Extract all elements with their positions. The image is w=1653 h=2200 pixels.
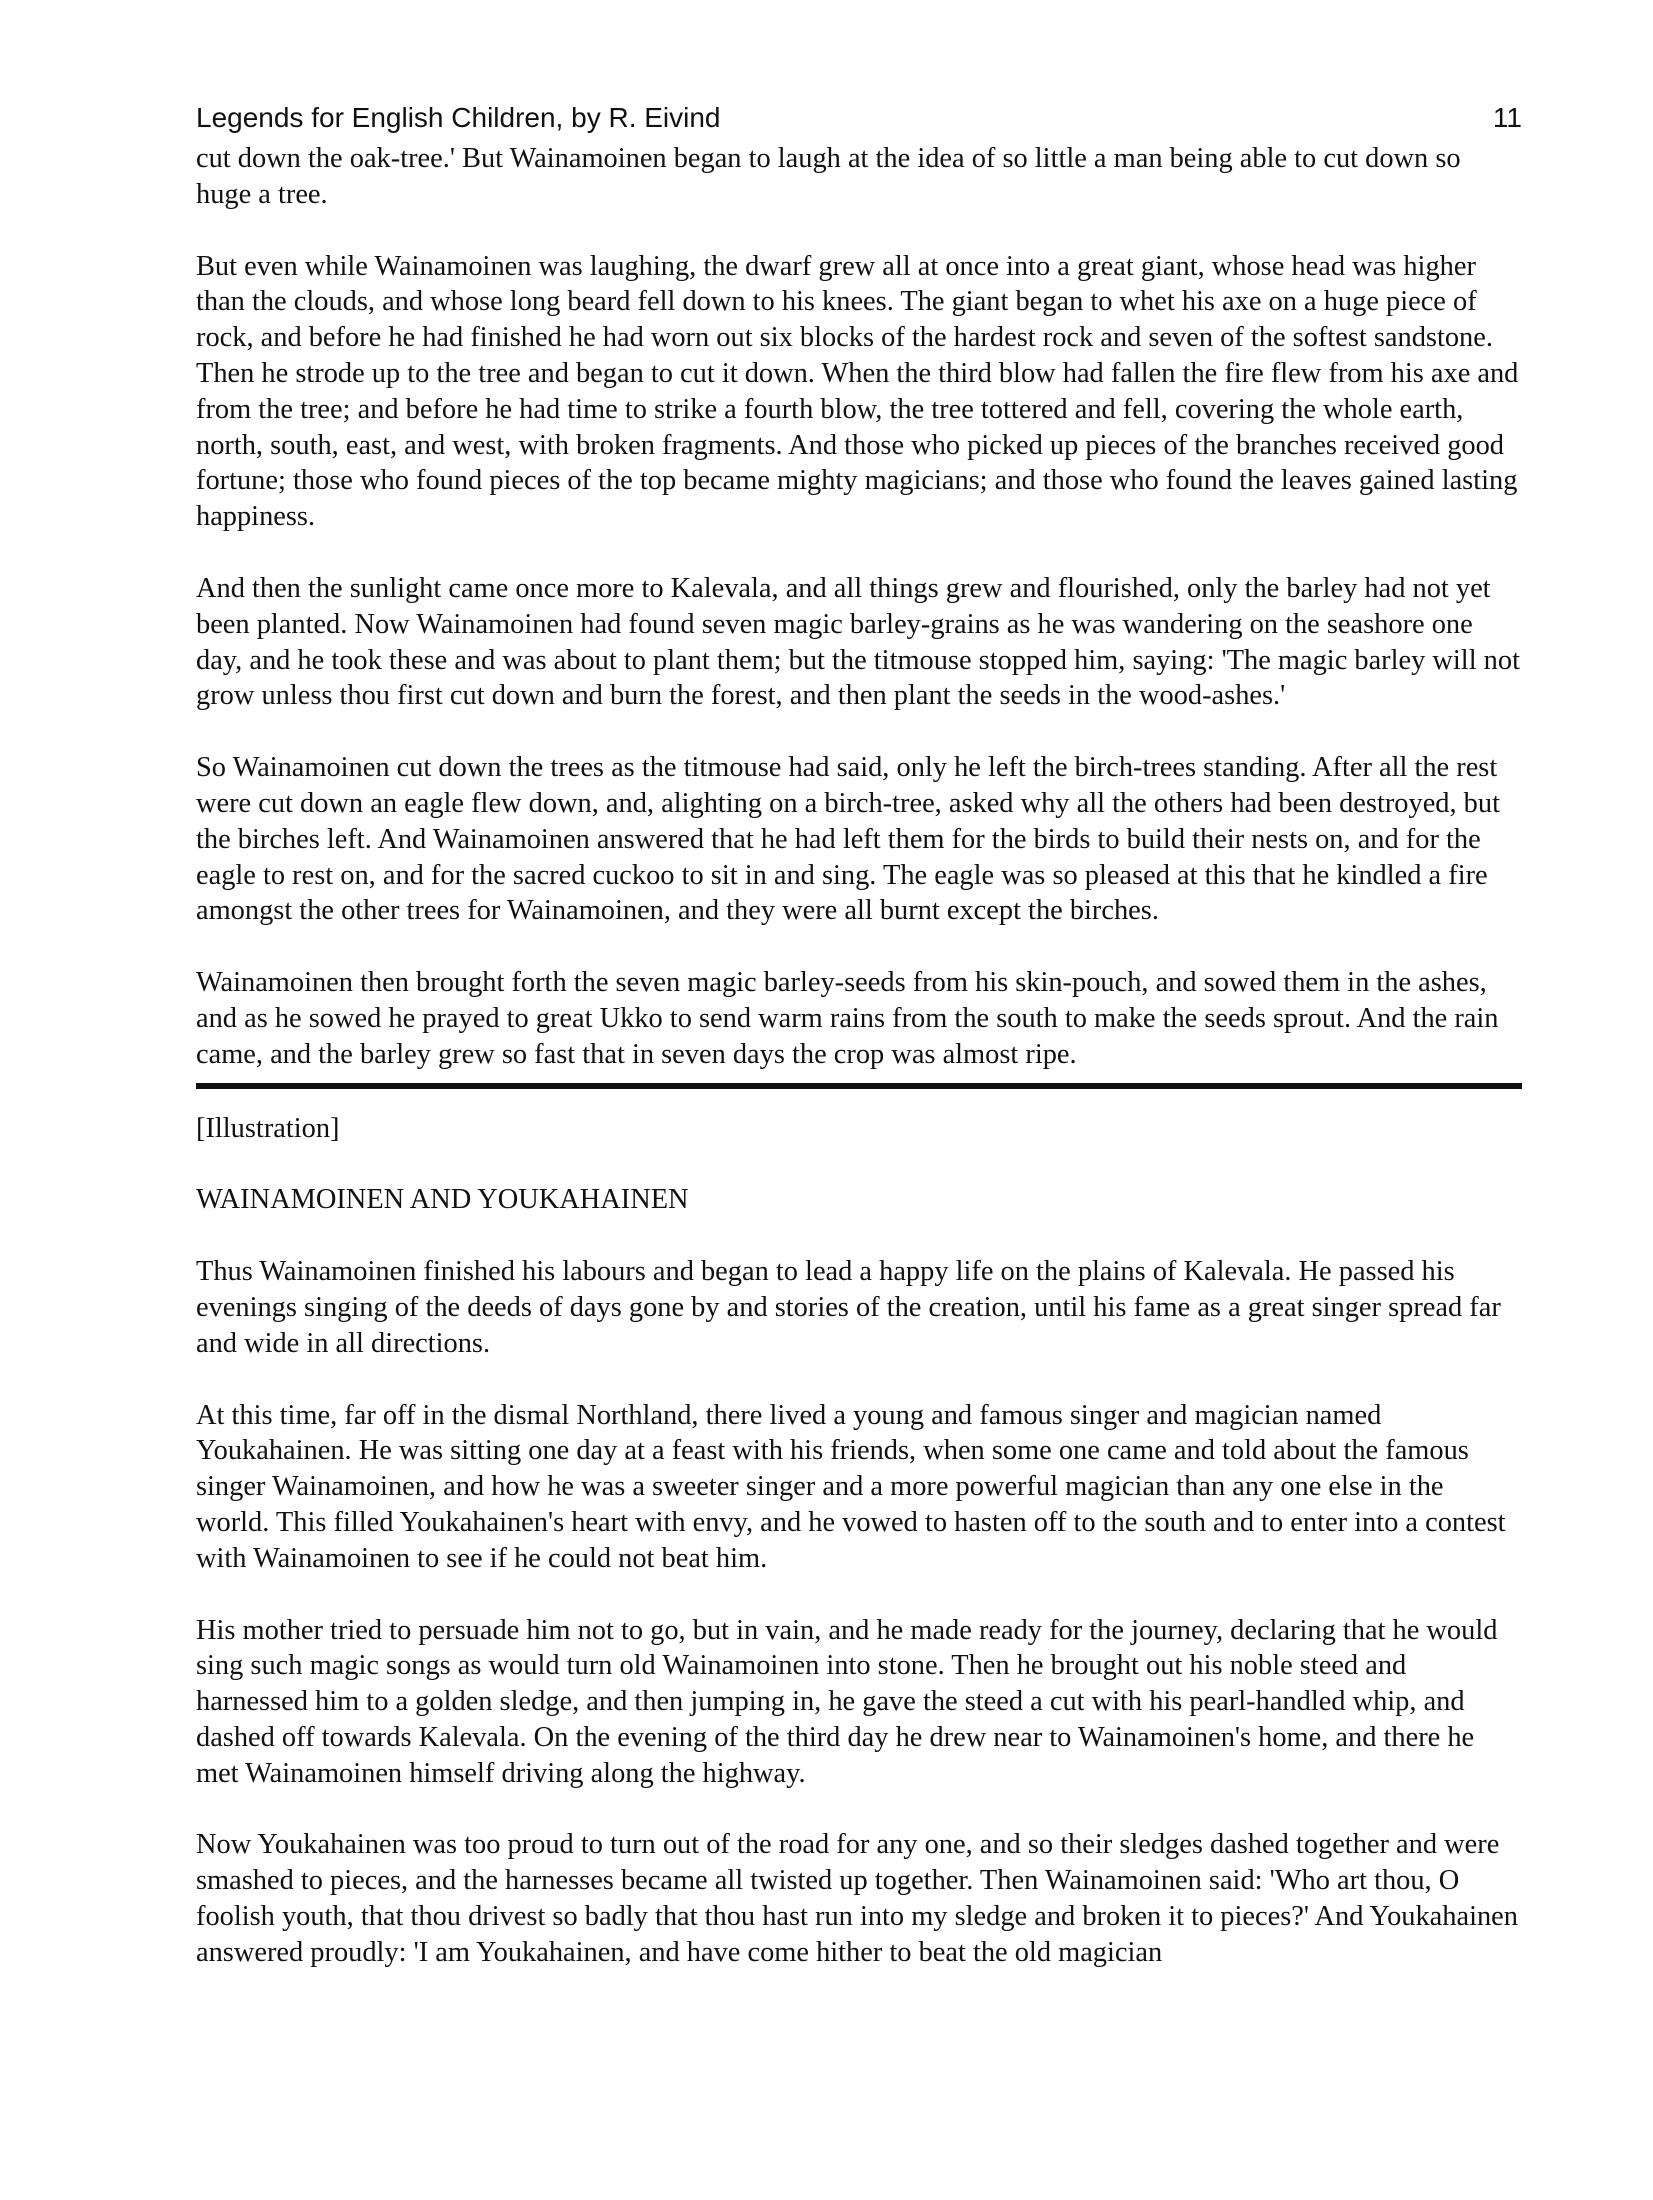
- paragraph: Now Youkahainen was too proud to turn out of the road for any one, and so their sledges dashed together and were smashed to pieces, and the harnesses became all twisted up together. Then Wainamoinen said: 'Who art thou, O foolish youth, that thou drivest so badly that thou hast run into my sledge and broken it to pieces?' And Youkahainen answered proudly: 'I am Youkahainen, and have come hither to beat the old magician: [196, 1829, 1518, 1968]
- page: [196, 98, 1522, 2007]
- paragraph: So Wainamoinen cut down the trees as the titmouse had said, only he left the birch-trees standing. After all the rest were cut down an eagle flew down, and, alighting on a birch-tree, asked why all the others had been destroyed, but the birches left. And Wainamoinen answered that he had left them for the birds to build their nests on, and for the eagle to rest on, and for the sacred cuckoo to sit in and sing. The eagle was so pleased at this that he kindled a fire amongst the other trees for Wainamoinen, and they were all burnt except the birches.: [196, 752, 1500, 927]
- paragraph: Wainamoinen then brought forth the seven magic barley-seeds from his skin-pouch, and sowed them in the ashes, and as he sowed he prayed to great Ukko to send warm rains from the south to make the seeds sprout. And the rain came, and the barley grew so fast that in seven days the crop was almost ripe.: [196, 967, 1499, 1070]
- running-header: [196, 98, 1522, 138]
- paragraph: cut down the oak-tree.' But Wainamoinen began to laugh at the idea of so little a man being able to cut down so huge a tree.: [196, 143, 1461, 210]
- paragraph: But even while Wainamoinen was laughing, the dwarf grew all at once into a great giant, whose head was higher than the clouds, and whose long beard fell down to his knees. The giant began to whet his axe on a huge piece of rock, and before he had finished he had worn out six blocks of the hardest rock and seven of the softest sandstone. Then he strode up to the tree and began to cut it down. When the third blow had fallen the fire flew from his axe and from the tree; and before he had time to strike a fourth blow, the tree tottered and fell, covering the whole earth, north, south, east, and west, with broken fragments. And those who picked up pieces of the branches received good fortune; those who found pieces of the top became mighty magicians; and those who found the leaves gained lasting happiness.: [196, 250, 1519, 533]
- paragraph: At this time, far off in the dismal Northland, there lived a young and famous singer and magician named Youkahainen. He was sitting one day at a feast with his friends, when some one came and told about the famous singer Wainamoinen, and how he was a sweeter singer and a more powerful magician than any one else in the world. This filled Youkahainen's heart with envy, and he vowed to hasten off to the south and to enter into a contest with Wainamoinen to see if he could not beat him.: [196, 1399, 1506, 1574]
- paragraph: His mother tried to persuade him not to go, but in vain, and he made ready for the journey, declaring that he would sing such magic songs as would turn old Wainamoinen into stone. Then he brought out his noble steed and harnessed him to a golden sledge, and then jumping in, he gave the steed a cut with his pearl-handled whip, and dashed off towards Kalevala. On the evening of the third day he drew near to Wainamoinen's home, and there he met Wainamoinen himself driving along the highway.: [196, 1614, 1498, 1789]
- page-number: 11: [1492, 102, 1522, 133]
- horizontal-rule: [196, 1083, 1522, 1089]
- book-title: Legends for English Children, by R. Eivind: [196, 102, 721, 133]
- body-text: [196, 141, 1522, 1971]
- chapter-heading: WAINAMOINEN AND YOUKAHAINEN: [196, 1184, 689, 1216]
- paragraph: And then the sunlight came once more to Kalevala, and all things grew and flourished, only the barley had not yet been planted. Now Wainamoinen had found seven magic barley-grains as he was wandering on the seashore one day, and he took these and was about to plant them; but the titmouse stopped him, saying: 'The magic barley will not grow unless thou first cut down and burn the forest, and then plant the seeds in the wood-ashes.': [196, 572, 1520, 712]
- illustration-placeholder: [Illustration]: [196, 1112, 340, 1144]
- paragraph: Thus Wainamoinen finished his labours and began to lead a happy life on the plains of Kalevala. He passed his evenings singing of the deeds of days gone by and stories of the creation, until his fame as a great singer spread far and wide in all directions.: [196, 1256, 1501, 1359]
